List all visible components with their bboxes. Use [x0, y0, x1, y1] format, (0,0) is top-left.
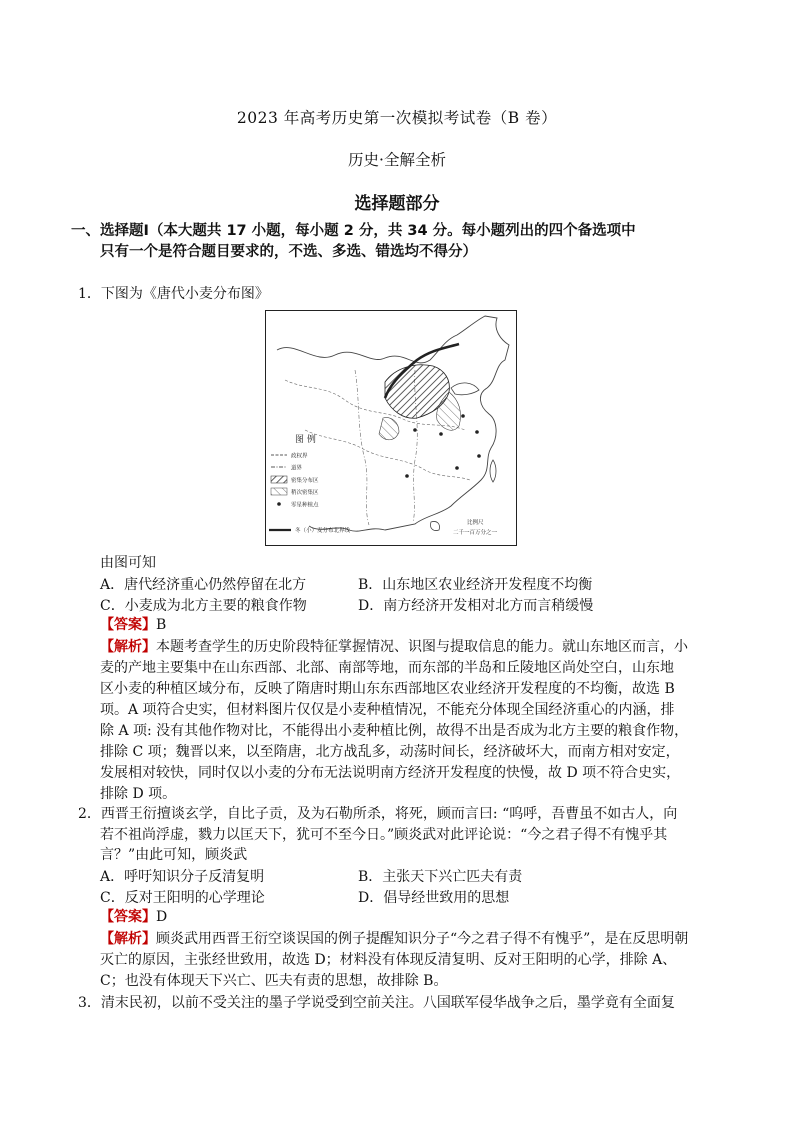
q2-stem-line-2: 若不祖尚浮虚，戮力以匡天下，犹可不至今日。”顾炎武对此评论说：“今之君子得不有愧乎其: [100, 827, 668, 843]
q2-option-a: A．呼吁知识分子反清复明: [100, 869, 265, 885]
q1-analysis-line: 项。A 项符合史实，但材料图片仅仅是小麦种植情况，不能充分体现全国经济重心的内涵，排: [100, 702, 675, 718]
answer-tag: 【答案】: [100, 617, 156, 633]
legend-boundary-label: 冬（小）麦分布北界线: [295, 528, 351, 534]
q2-analysis-line: 灭亡的原因，主张经世致用，故选 D；材料没有体现反清复明、反对王阳明的心学，排除 A、: [100, 952, 677, 968]
q1-answer: [100, 615, 166, 636]
planting-point: [455, 466, 459, 470]
planting-point: [413, 428, 417, 432]
q1-analysis-line: 区小麦的种植区域分布，反映了隋唐时期山东东西部地区农业经济开发程度的不均衡，故选 B: [100, 681, 675, 697]
q1-analysis-line: 排除 C 项；魏晋以来，以至隋唐，北方战乱多，动荡时间长，经济破坏大，而南方相对安定，: [100, 744, 680, 760]
exam-title: 2023 年高考历史第一次模拟考试卷（B 卷）: [236, 109, 558, 127]
answer-tag: 【答案】: [100, 909, 156, 925]
answer-value: B: [156, 617, 167, 633]
q1-stem: 1．下图为《唐代小麦分布图》: [78, 286, 269, 302]
scale-label: 比例尺: [467, 520, 484, 526]
legend-item: 密集分布区: [291, 478, 319, 484]
legend-item: 政权界: [291, 453, 308, 460]
q2-option-c: C．反对王阳明的心学理论: [100, 890, 265, 906]
section-heading: 选择题部分: [354, 194, 440, 214]
q1-analysis-line-1: 【解析】本题考查学生的历史阶段特征掌握情况、识图与提取信息的能力。就山东地区而言，小: [100, 639, 688, 655]
q1-option-a: A．唐代经济重心仍然停留在北方: [100, 577, 307, 593]
q2-analysis-line: C；也没有体现天下兴亡、匹夫有责的思想，故排除 B。: [100, 973, 448, 989]
instruction-line-1: 一、选择题Ⅰ（本大题共 17 小题，每小题 2 分，共 34 分。每小题列出的四个备选项中: [71, 223, 636, 239]
legend-item: 零星种植点: [291, 502, 319, 509]
q2-option-d: D．倡导经世致用的思想: [358, 890, 510, 906]
q1-option-b: B．山东地区农业经济开发程度不均衡: [358, 577, 593, 593]
q3-stem-line-1: 3．清末民初，以前不受关注的墨子学说受到空前关注。八国联军侵华战争之后，墨学竟有全面复: [78, 995, 675, 1011]
legend-title: 图 例: [295, 435, 316, 445]
legend-item: 稍次密集区: [291, 490, 319, 496]
tang-wheat-map: [265, 310, 517, 546]
planting-point: [461, 414, 465, 418]
planting-point: [475, 430, 479, 434]
q2-stem-line-1: 2．西晋王衍擅谈玄学，自比子贡，及为石勒所杀，将死，顾而言曰: “呜呼，吾曹虽不如古人，向: [78, 806, 678, 822]
q2-stem-line-3: 言？”由此可知，顾炎武: [100, 847, 248, 863]
q1-analysis-line: 除 A 项: 没有其他作物对比，不能得出小麦种植比例，故得不出是否成为北方主要的粮食作物，: [100, 723, 689, 739]
q1-lead: 由图可知: [100, 555, 156, 571]
answer-value: D: [156, 909, 168, 925]
planting-point: [405, 474, 409, 478]
analysis-tag: 【解析】: [100, 931, 156, 947]
planting-point: [477, 454, 481, 458]
q1-analysis-line: 排除 D 项。: [100, 786, 177, 802]
q2-analysis-line-1: 【解析】顾炎武用西晋王衍空谈误国的例子提醒知识分子“今之君子得不有愧乎”，是在反思明朝: [100, 931, 689, 947]
planting-point: [439, 432, 443, 436]
legend-item: 道界: [291, 465, 303, 472]
q1-analysis-line: 麦的产地主要集中在山东西部、北部、南部等地，而东部的半岛和丘陵地区尚处空白，山东地: [100, 660, 674, 676]
q1-analysis-line: 发展相对较快，同时仅以小麦的分布无法说明南方经济开发程度的快慢，故 D 项不符合史实，: [100, 765, 681, 781]
q2-answer: [100, 907, 167, 928]
instruction-line-2: 只有一个是符合题目要求的，不选、多选、错选均不得分）: [100, 244, 477, 260]
exam-subtitle: 历史·全解全析: [348, 151, 446, 169]
q1-option-d: D．南方经济开发相对北方而言稍缓慢: [358, 598, 594, 614]
q1-option-c: C．小麦成为北方主要的粮食作物: [100, 598, 307, 614]
q2-option-b: B．主张天下兴亡匹夫有责: [358, 869, 523, 885]
analysis-tag: 【解析】: [100, 639, 156, 655]
scale-value: 二千一百万分之一: [453, 530, 498, 536]
